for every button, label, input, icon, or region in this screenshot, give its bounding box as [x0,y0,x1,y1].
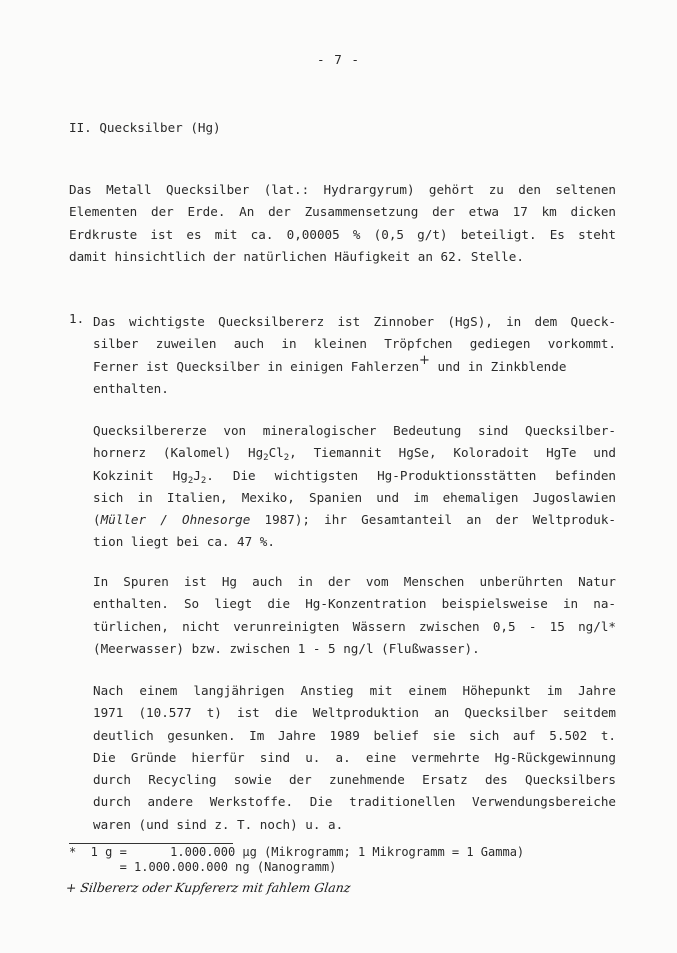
text-line: tion liegt bei ca. 47 %. [93,534,275,550]
intro-paragraph [69,179,616,268]
text-segment: ( [93,512,101,528]
text-line: durch Recycling sowie der zunehmende Ersatz des Quecksilbers [93,772,616,788]
text-segment: Ferner ist Quecksilber in einigen Fahlerzen [93,358,420,374]
text-line: Das wichtigste Quecksilbererz ist Zinnober (HgS), in dem Queck- [93,314,616,329]
list-item-number: 1. [69,311,85,326]
footnote-line: * 1 g = 1.000.000 µg (Mikrogramm; 1 Mikrogramm = 1 Gamma) [69,845,525,859]
text-segment: Cl [268,445,284,461]
footnote-line: = 1.000.000.000 ng (Nanogramm) [69,860,337,874]
subscript: 2 [187,475,194,486]
minerals-paragraph [93,420,616,554]
text-line: türlichen, nicht verunreinigten Wässern zwischen 0,5 - 15 ng/l* [93,618,616,634]
text-line: Die Gründe hierfür sind u. a. eine vermehrte Hg-Rückgewinnung [93,749,616,765]
text-line: Erdkruste ist es mit ca. 0,00005 % (0,5 g/t) beteiligt. Es steht [69,226,616,242]
text-line: durch andere Werkstoffe. Die traditionellen Verwendungsbereiche [93,794,616,810]
text-line [93,465,616,487]
text-line [93,352,616,378]
text-segment: J [193,467,201,483]
subscript: 2 [283,453,290,464]
text-line: damit hinsichtlich der natürlichen Häufigkeit an 62. Stelle. [69,248,524,264]
text-line: Das Metall Quecksilber (lat.: Hydrargyrum) gehört zu den seltenen [69,182,616,197]
text-segment: , Tiemannit HgSe, Koloradoit HgTe und [289,445,616,461]
page-number: - 7 - [317,52,360,67]
footnote-divider [69,843,233,844]
text-segment: Kokzinit Hg [93,467,188,483]
subscript: 2 [263,453,269,464]
text-line: waren (und sind z. T. noch) u. a. [93,816,344,832]
section-heading: II. Quecksilber (Hg) [69,120,221,135]
text-line: Quecksilbererze von mineralogischer Bedeutung sind Quecksilber- [93,423,616,438]
text-segment: hornerz (Kalomel) Hg [93,445,264,461]
text-line [93,509,616,531]
text-line: Nach einem langjährigen Anstieg mit einem Höhepunkt im Jahre [93,683,616,698]
text-segment: 1987); ihr Gesamtanteil an der Weltproduk- [250,512,616,528]
traces-paragraph [93,571,616,660]
subscript: 2 [200,475,207,486]
text-line: sich in Italien, Mexiko, Spanien und im ehemaligen Jugoslawien [93,489,616,505]
text-line: enthalten. [93,380,169,396]
text-line: (Meerwasser) bzw. zwischen 1 - 5 ng/l (Flußwasser). [93,640,480,656]
handwritten-note: + Silbererz oder Kupfererz mit fahlem Glanz [64,880,352,895]
list-item-paragraph [93,311,616,400]
text-line: 1971 (10.577 t) ist die Weltproduktion an Quecksilber seitdem [93,705,616,721]
text-line: In Spuren ist Hg auch in der vom Menschen unberührten Natur [93,574,616,589]
text-line: Elementen der Erde. An der Zusammensetzung der etwa 17 km dicken [69,204,616,220]
footnote [69,845,524,875]
production-paragraph [93,680,616,836]
handwritten-dagger-mark: + [419,352,430,368]
citation-authors: Müller / Ohnesorge [100,512,251,528]
text-line: silber zuweilen auch in kleinen Tröpfchen gediegen vorkommt. [93,336,616,352]
text-line [93,442,616,464]
text-line: enthalten. So liegt die Hg-Konzentration beispielsweise in na- [93,596,616,612]
text-segment: . Die wichtigsten Hg-Produktionsstätten befinden [206,467,616,483]
text-segment: und in Zinkblende [429,358,567,374]
text-line: deutlich gesunken. Im Jahre 1989 belief sie sich auf 5.502 t. [93,727,616,743]
